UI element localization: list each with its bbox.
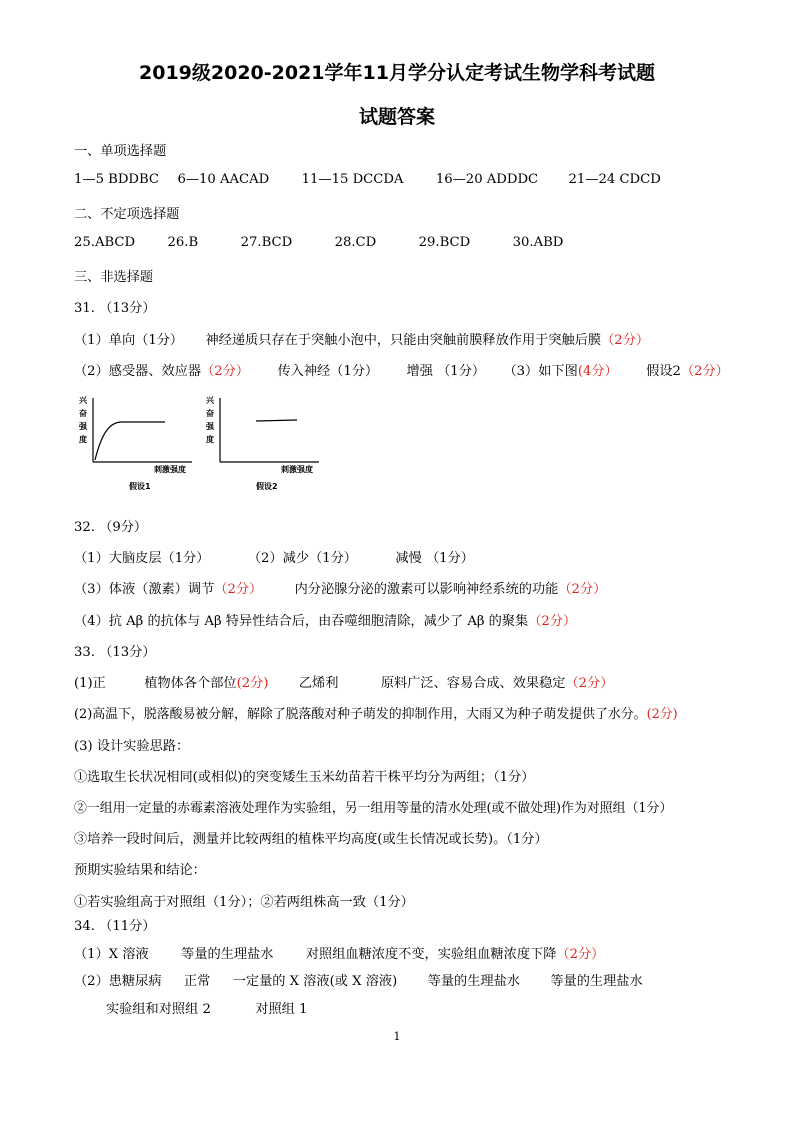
q33-line-1 — [74, 672, 613, 691]
score-label: (4分） — [577, 364, 618, 379]
answer-item: 30.ABD — [512, 235, 564, 250]
q31-part2-b: 传入神经（1分） — [277, 364, 379, 379]
q34-part2-e: 等量的生理盐水 — [550, 974, 643, 989]
q34-part2-f: 实验组和对照组 2 — [106, 1002, 211, 1017]
q34-line-1 — [74, 943, 604, 962]
score-label: (2分) — [236, 676, 269, 691]
score-label: （2分） — [556, 947, 605, 962]
q33-line-8: ①若实验组高于对照组（1分）；②若两组株高一致（1分） — [74, 895, 414, 910]
score-label: （2分） — [680, 364, 729, 379]
answer-group: 6—10 AACAD — [177, 172, 270, 187]
q34-line-2 — [74, 970, 643, 989]
y-axis-label-char: 兴 — [79, 396, 87, 405]
q32-part4: （4）抗 Aβ 的抗体与 Aβ 特异性结合后，由吞噬细胞清除，减少了 Aβ 的聚集 — [74, 614, 529, 629]
y-axis-label-char: 奋 — [206, 409, 214, 418]
answer-item: 28.CD — [334, 235, 377, 250]
score-label: （2分） — [565, 676, 614, 691]
y-axis-label-char: 强 — [79, 422, 87, 431]
graph-hypothesis-1 — [78, 396, 192, 491]
q33-part1-c: 乙烯利 — [298, 676, 339, 691]
section-non-choice: 三、非选择题 — [74, 270, 154, 285]
y-axis-label-char: 奋 — [79, 409, 87, 418]
q34-header: 34. （11分） — [74, 919, 156, 934]
score-label: （2分） — [528, 614, 577, 629]
q34-part2-g: 对照组 1 — [255, 1002, 308, 1017]
score-label: （2分） — [558, 582, 607, 597]
q31-part1: （1）单向（1分） — [74, 333, 184, 348]
q31-line-2 — [74, 360, 729, 379]
hypothesis-figure — [74, 392, 334, 494]
q34-part2-b: 正常 — [183, 974, 211, 989]
y-axis-label-char: 度 — [79, 435, 87, 444]
q33-part1-d: 原料广泛、容易合成、效果稳定 — [380, 676, 566, 691]
graph-hypothesis-2 — [205, 396, 319, 491]
q33-line-6: ③培养一段时间后，测量并比较两组的植株平均高度(或生长情况或长势)。（1分） — [74, 832, 548, 847]
q32-line-3 — [74, 610, 576, 629]
score-label: （2分） — [201, 364, 250, 379]
q34-part1: （1）X 溶液 — [74, 947, 149, 962]
q34-part1-b: 等量的生理盐水 — [181, 947, 274, 962]
multi-choice-answers — [74, 235, 563, 250]
graph-caption: 假设1 — [129, 482, 151, 491]
q31-hypothesis: 假设2 — [646, 364, 681, 379]
section-single-choice: 一、单项选择题 — [74, 144, 167, 159]
y-axis-label-char: 兴 — [206, 396, 214, 405]
y-axis-label-char: 强 — [206, 422, 214, 431]
q31-part2: （2）感受器、效应器 — [74, 364, 202, 379]
y-axis-label-char: 度 — [206, 435, 214, 444]
q32-line-1 — [74, 547, 474, 566]
q31-header: 31. （13分） — [74, 301, 156, 316]
q33-line-5: ②一组用一定量的赤霉素溶液处理作为实验组，另一组用等量的清水处理(或不做处理)作为对照组（1分） — [74, 801, 673, 816]
answer-group: 21—24 CDCD — [568, 172, 661, 187]
q34-part2: （2）患糖尿病 — [74, 974, 162, 989]
q34-part2-c: 一定量的 X 溶液(或 X 溶液) — [232, 974, 398, 989]
document-subtitle: 试题答案 — [358, 106, 435, 128]
q32-header: 32. （9分） — [74, 520, 148, 535]
q32-part1: （1）大脑皮层（1分） — [74, 551, 210, 566]
x-axis-label: 刺激强度 — [281, 465, 313, 474]
q33-line-7: 预期实验结果和结论： — [74, 863, 206, 878]
q33-part1: (1)正 — [74, 676, 106, 691]
q33-line-4: ①选取生长状况相同(或相似)的突变矮生玉米幼苗若干株平均分为两组；（1分） — [74, 770, 535, 785]
document-title: 2019级2020-2021学年11月学分认定考试生物学科考试题 — [139, 62, 655, 84]
q33-line-3: (3) 设计实验思路： — [74, 739, 190, 754]
answer-group: 11—15 DCCDA — [301, 172, 404, 187]
curve-hypothesis-1 — [95, 422, 165, 460]
single-choice-answers — [74, 172, 661, 187]
q32-part2: （2）减少（1分） — [247, 551, 357, 566]
q31-line-1 — [74, 329, 649, 348]
q34-part1-c: 对照组血糖浓度不变，实验组血糖浓度下降 — [305, 947, 557, 962]
q33-part2: (2)高温下，脱落酸易被分解，解除了脱落酸对种子萌发的抑制作用，大雨又为种子萌发提供了水分。 — [74, 707, 647, 722]
q32-part3: （3）体液（激素）调节 — [74, 582, 215, 597]
answer-group: 16—20 ADDDC — [435, 172, 539, 187]
page-number: 1 — [393, 1030, 401, 1043]
q31-part3: （3）如下图 — [503, 364, 578, 379]
q33-line-2 — [74, 703, 678, 722]
answer-item: 29.BCD — [418, 235, 471, 250]
answer-item: 27.BCD — [240, 235, 293, 250]
q34-part2-d: 等量的生理盐水 — [427, 974, 520, 989]
q34-line-3 — [106, 998, 307, 1017]
answer-item: 25.ABCD — [74, 235, 136, 250]
answer-item: 26.B — [167, 235, 199, 250]
score-label: （2分） — [214, 582, 263, 597]
score-label: （2分） — [601, 333, 650, 348]
q31-part1-reason: 神经递质只存在于突触小泡中，只能由突触前膜释放作用于突触后膜 — [205, 333, 602, 348]
section-multi-choice: 二、不定项选择题 — [74, 207, 180, 222]
answer-group: 1—5 BDDBC — [74, 172, 160, 187]
q32-part3-reason: 内分泌腺分泌的激素可以影响神经系统的功能 — [294, 582, 559, 597]
q32-part2-b: 减慢 （1分） — [395, 551, 474, 566]
score-label: (2分) — [646, 707, 678, 722]
x-axis-label: 刺激强度 — [154, 465, 186, 474]
q33-header: 33. （13分） — [74, 645, 156, 660]
q33-part1-b: 植物体各个部位 — [144, 676, 237, 691]
curve-hypothesis-2 — [256, 420, 297, 421]
q31-part2-c: 增强 （1分） — [406, 364, 486, 379]
q32-line-2 — [74, 578, 606, 597]
graph-caption: 假设2 — [256, 482, 278, 491]
